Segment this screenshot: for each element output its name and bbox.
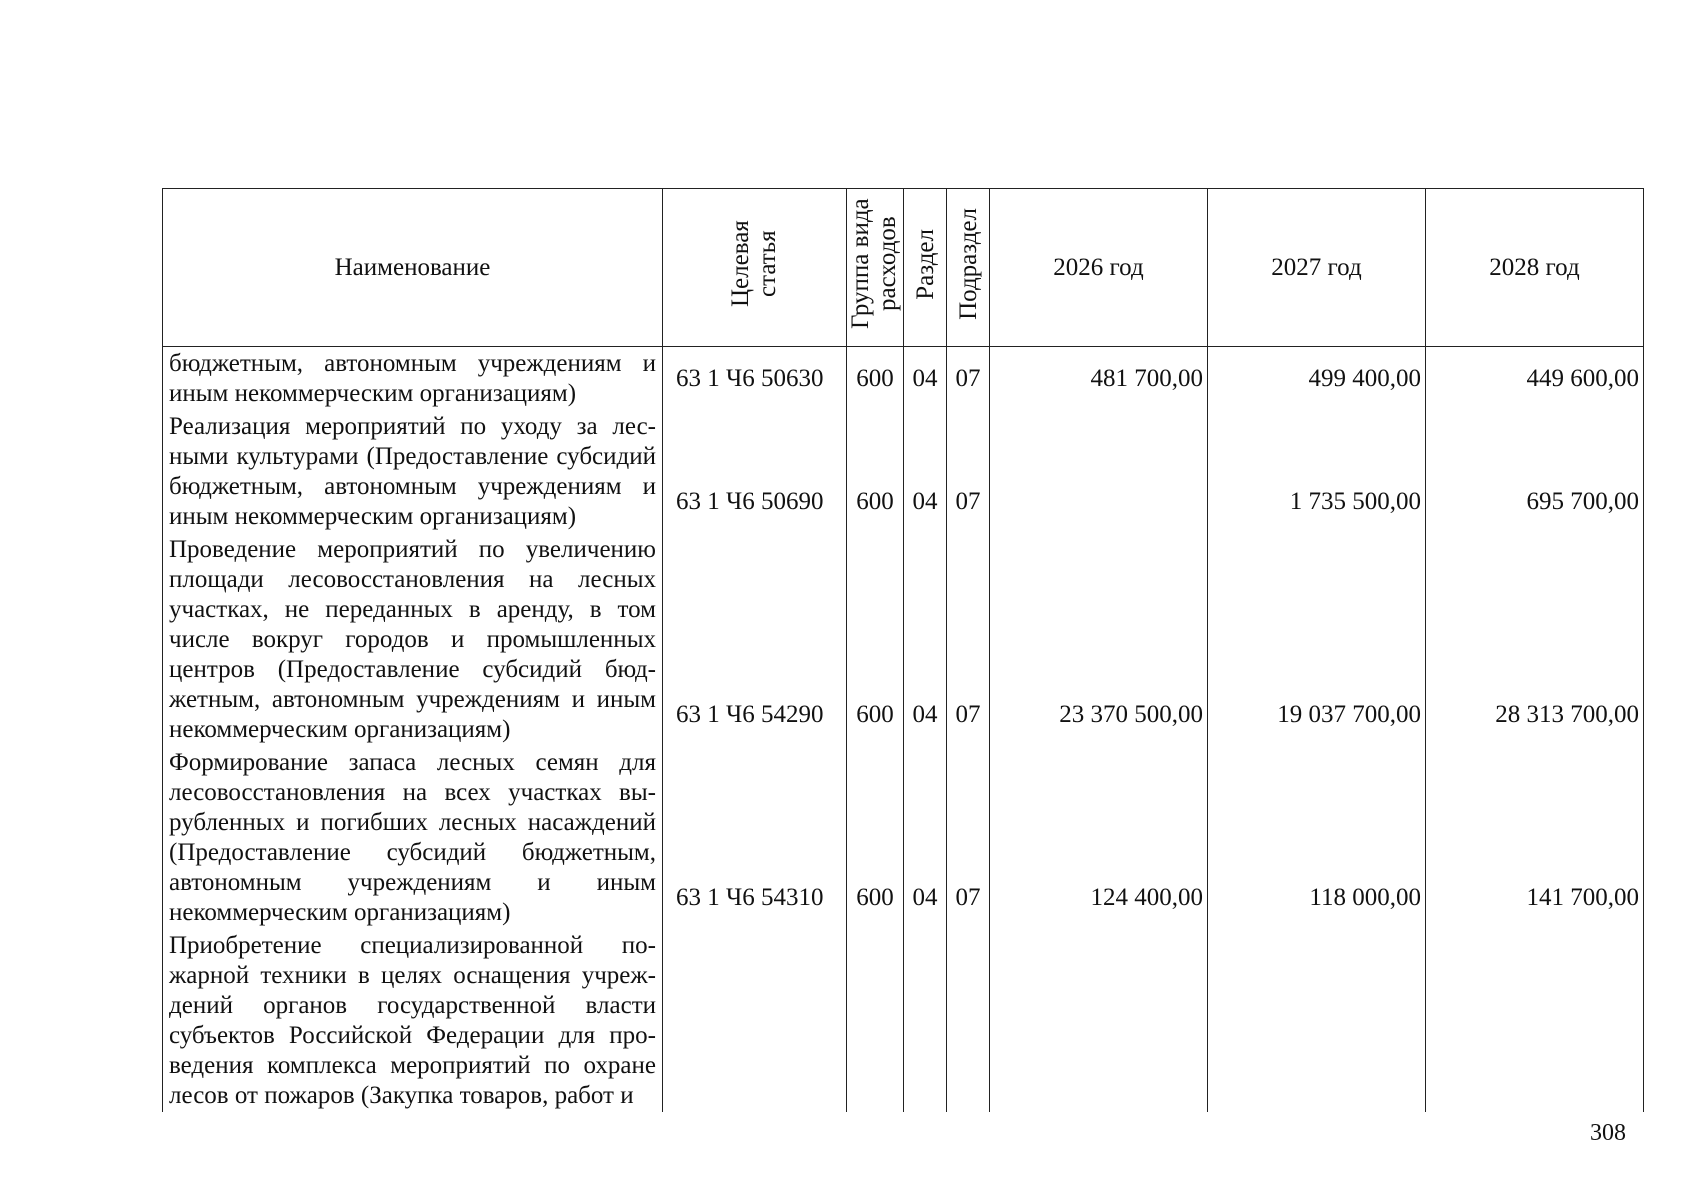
row-target-article: 63 1 Ч6 50690 bbox=[663, 410, 847, 533]
row-amount-2026 bbox=[990, 410, 1208, 533]
row-section: 04 bbox=[904, 746, 947, 929]
row-section: 04 bbox=[904, 410, 947, 533]
header-target-article-label: Целевая статья bbox=[726, 220, 781, 308]
row-name: Проведение мероприятий по увеличению площади лесовосстановления на лесных участках, не переданных в аренду, в том числе вокруг городов и промышленных центров (Предоставление субсидий бюджетным, автономным учреждениям и иным некоммерческим организациям) bbox=[163, 533, 663, 746]
table-row bbox=[163, 533, 1644, 746]
row-subsection bbox=[947, 929, 990, 1112]
row-expense-group bbox=[847, 929, 904, 1112]
row-name: Приобретение специализированной пожарной техники в целях оснащения учреждений органов государственной власти субъектов Российской Федерации для проведения комплекса мероприятий по охране лесов от пожаров (Закупка товаров, работ и bbox=[163, 929, 663, 1112]
header-year-2026: 2026 год bbox=[990, 189, 1208, 347]
table-header bbox=[163, 189, 1644, 347]
row-subsection: 07 bbox=[947, 746, 990, 929]
row-amount-2028: 141 700,00 bbox=[1426, 746, 1644, 929]
row-expense-group: 600 bbox=[847, 746, 904, 929]
row-amount-2027: 118 000,00 bbox=[1208, 746, 1426, 929]
row-amount-2026 bbox=[990, 929, 1208, 1112]
row-amount-2028: 28 313 700,00 bbox=[1426, 533, 1644, 746]
header-year-2028: 2028 год bbox=[1426, 189, 1644, 347]
header-expense-group-label: Группа вида расходов bbox=[847, 198, 901, 330]
row-target-article: 63 1 Ч6 54310 bbox=[663, 746, 847, 929]
row-section: 04 bbox=[904, 347, 947, 411]
row-amount-2026: 23 370 500,00 bbox=[990, 533, 1208, 746]
row-amount-2027: 19 037 700,00 bbox=[1208, 533, 1426, 746]
table-body bbox=[163, 347, 1644, 1113]
header-subsection bbox=[947, 189, 990, 347]
table-row bbox=[163, 410, 1644, 533]
row-section bbox=[904, 929, 947, 1112]
row-amount-2027: 1 735 500,00 bbox=[1208, 410, 1426, 533]
budget-table-wrapper bbox=[162, 188, 1644, 1112]
header-subsection-label: Подраздел bbox=[954, 208, 982, 320]
table-row bbox=[163, 347, 1644, 411]
row-section: 04 bbox=[904, 533, 947, 746]
row-subsection: 07 bbox=[947, 533, 990, 746]
row-amount-2028: 449 600,00 bbox=[1426, 347, 1644, 411]
row-expense-group: 600 bbox=[847, 347, 904, 411]
header-year-2027: 2027 год bbox=[1208, 189, 1426, 347]
page-number: 308 bbox=[1590, 1120, 1626, 1146]
budget-table bbox=[162, 188, 1644, 1112]
header-name: Наименование bbox=[163, 189, 663, 347]
table-row bbox=[163, 929, 1644, 1112]
header-section-label: Раздел bbox=[911, 228, 939, 300]
row-subsection: 07 bbox=[947, 347, 990, 411]
header-section bbox=[904, 189, 947, 347]
row-target-article: 63 1 Ч6 50630 bbox=[663, 347, 847, 411]
row-expense-group: 600 bbox=[847, 410, 904, 533]
row-subsection: 07 bbox=[947, 410, 990, 533]
row-name: Формирование запаса лесных семян для лесовосстановления на всех участках вырубленных и погибших лесных насаждений (Предоставление субсидий бюджетным, автономным учреждениям и иным некоммерческим организациям) bbox=[163, 746, 663, 929]
row-amount-2027: 499 400,00 bbox=[1208, 347, 1426, 411]
row-amount-2026: 124 400,00 bbox=[990, 746, 1208, 929]
row-target-article: 63 1 Ч6 54290 bbox=[663, 533, 847, 746]
table-row bbox=[163, 746, 1644, 929]
row-target-article bbox=[663, 929, 847, 1112]
row-amount-2026: 481 700,00 bbox=[990, 347, 1208, 411]
row-expense-group: 600 bbox=[847, 533, 904, 746]
row-name: Реализация мероприятий по уходу за лесными культурами (Предоставление субсидий бюджетным, автономным учреждениям и иным некоммерческим организациям) bbox=[163, 410, 663, 533]
header-target-article bbox=[663, 189, 847, 347]
row-amount-2028 bbox=[1426, 929, 1644, 1112]
row-amount-2027 bbox=[1208, 929, 1426, 1112]
row-name: бюджетным, автономным учреждениям и иным некоммерческим организациям) bbox=[163, 347, 663, 411]
header-expense-group bbox=[847, 189, 904, 347]
row-amount-2028: 695 700,00 bbox=[1426, 410, 1644, 533]
